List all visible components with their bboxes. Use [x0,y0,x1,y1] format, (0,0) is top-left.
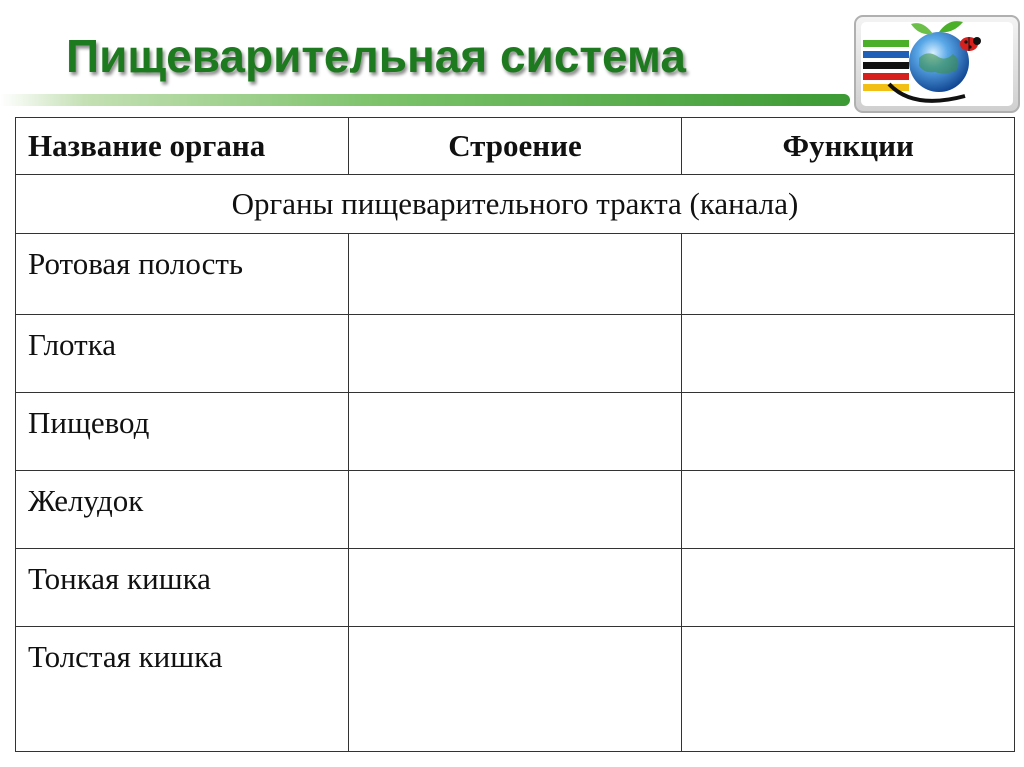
organ-name-cell: Ротовая полость [16,234,349,315]
header-structure: Строение [348,118,682,175]
table-header-row [16,118,1015,175]
organs-table [15,117,1015,752]
section-label: Органы пищеварительного тракта (канала) [16,175,1015,234]
table-row [16,549,1015,627]
title-underline [0,94,850,106]
structure-cell [348,549,682,627]
function-cell [682,627,1015,752]
function-cell [682,393,1015,471]
table-row [16,471,1015,549]
structure-cell [348,471,682,549]
function-cell [682,471,1015,549]
structure-cell [348,627,682,752]
organ-name-cell: Толстая кишка [16,627,349,752]
structure-cell [348,315,682,393]
table-row [16,315,1015,393]
header-functions: Функции [682,118,1015,175]
function-cell [682,549,1015,627]
section-row [16,175,1015,234]
function-cell [682,234,1015,315]
slide-title: Пищеварительная система [66,30,686,82]
organ-name-cell: Глотка [16,315,349,393]
structure-cell [348,234,682,315]
organ-name-cell: Желудок [16,471,349,549]
table-row [16,627,1015,752]
table-row [16,234,1015,315]
function-cell [682,315,1015,393]
organ-name-cell: Пищевод [16,393,349,471]
structure-cell [348,393,682,471]
header-organ-name: Название органа [16,118,349,175]
globe-ladybug-logo-icon [853,14,1021,114]
table-row [16,393,1015,471]
organ-name-cell: Тонкая кишка [16,549,349,627]
